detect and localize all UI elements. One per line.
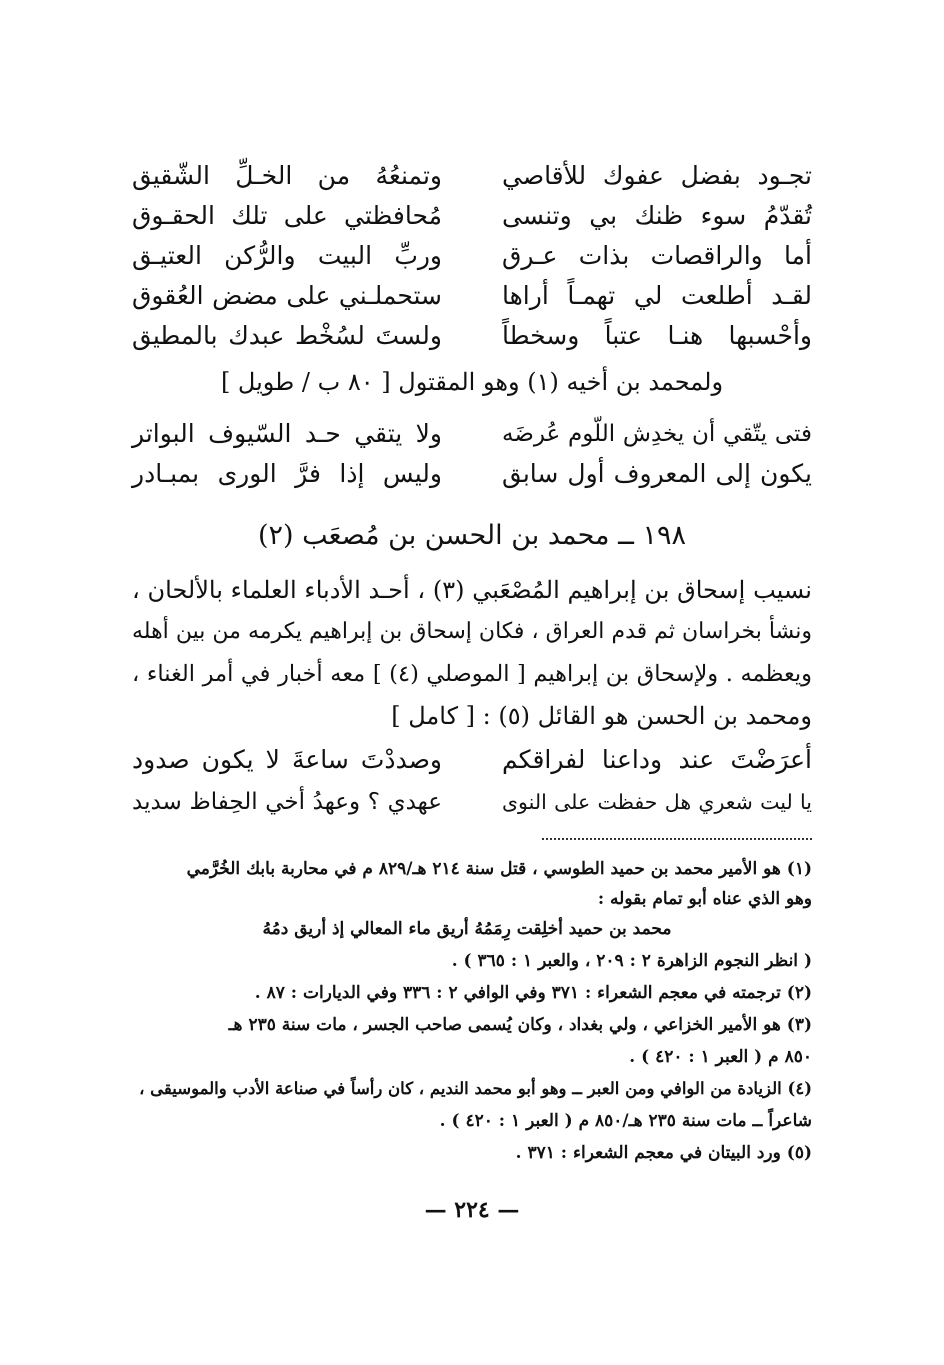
- verse-second-hemistich: ستحملـني على مضض العُقوق: [132, 281, 442, 310]
- verse-second-hemistich: وليس إذا فرَّ الورى بمبـادر: [132, 459, 442, 488]
- verse-first-hemistich: تجـود بفضل عفوك للأقاصي: [502, 161, 812, 190]
- verse-line: [132, 198, 812, 238]
- prose-line: ويعظمه . ولإسحاق بن إبراهيم [ الموصلي (٤) ] معه أخبار في أمر الغناء ،: [132, 661, 812, 687]
- verse-second-hemistich: عهدي ؟ وعهدُ أخي الحِفاظ سديد: [132, 789, 442, 815]
- verse-line: [132, 784, 812, 824]
- footnote-line: (١) هو الأمير محمد بن حميد الطوسي ، قتل سنة ٢١٤ هـ/٨٢٩ م في محاربة بابك الخُرَّمي: [186, 859, 812, 879]
- page-number: — ٢٢٤ —: [424, 1197, 520, 1223]
- verse-line: [132, 318, 812, 358]
- verse-line: [132, 278, 812, 318]
- verse-line: [132, 456, 812, 496]
- verse-second-hemistich: مُحافظتي على تلك الحقـوق: [132, 201, 442, 230]
- verse-second-hemistich: ولستَ لسُخْط عبدك بالمطيق: [132, 321, 442, 350]
- verse-first-hemistich: يكون إلى المعروف أول سابق: [502, 459, 812, 488]
- prose-line: ونشأ بخراسان ثم قدم العراق ، فكان إسحاق بن إبراهيم يكرمه من بين أهله: [132, 619, 812, 644]
- footnote-line: ( انظر النجوم الزاهرة ٢ : ٢٠٩ ، والعبر ١ : ٣٦٥ ) .: [451, 951, 812, 971]
- verse-first-hemistich: تُقدّمُ سوء ظنك بي وتنسى: [502, 201, 812, 230]
- section-title: ١٩٨ ــ محمد بن الحسن بن مُصعَب (٢): [257, 520, 687, 551]
- verse-line: [132, 742, 812, 782]
- verse-first-hemistich: وأحْسبها هنـا عتباً وسخطاً: [502, 321, 812, 350]
- verse-first-hemistich: فتى يتّقي أن يخدِش اللّوم عُرضَه: [502, 421, 812, 447]
- verse-second-hemistich: ولا يتقي حـد السّيوف البواتر: [132, 419, 442, 448]
- poem-intro: ولمحمد بن أخيه (١) وهو المقتول [ ٨٠ ب / طويل ]: [220, 368, 724, 396]
- verse-second-hemistich: وصددْتَ ساعةَ لا يكون صدود: [132, 745, 442, 774]
- prose-line: نسيب إسحاق بن إبراهيم المُصْعَبي (٣) ، أحـد الأدباء العلماء بالألحان ،: [132, 576, 812, 604]
- footnote-line: شاعراً ــ مات سنة ٢٣٥ هـ/٨٥٠ م ( العبر ١ : ٤٢٠ ) .: [439, 1111, 812, 1131]
- verse-first-hemistich: يا ليت شعري هل حفظت على النوى: [502, 790, 812, 814]
- footnote-separator: [542, 838, 812, 840]
- prose-line: ومحمد بن الحسن هو القائل (٥) : [ كامل ]: [391, 702, 812, 730]
- verse-line: [132, 416, 812, 456]
- footnote-line: (٥) ورد البيتان في معجم الشعراء : ٣٧١ .: [515, 1143, 812, 1163]
- verse-line: [132, 158, 812, 198]
- verse-first-hemistich: أما والراقصات بذات عـرق: [502, 241, 812, 270]
- footnote-line: (٤) الزيادة من الوافي ومن العبر ــ وهو أبو محمد النديم ، كان رأساً في صناعة الأدب والموسيقى ،: [139, 1079, 812, 1098]
- verse-first-hemistich: أعرَضْتَ عند وداعنا لفراقكم: [502, 745, 812, 774]
- footnote-line: وهو الذي عناه أبو تمام بقوله :: [597, 889, 812, 909]
- footnote-line: ٨٥٠ م ( العبر ١ : ٤٢٠ ) .: [629, 1047, 812, 1067]
- verse-second-hemistich: وربِّ البيت والرُّكن العتيـق: [132, 241, 442, 270]
- footnote-line: (٢) ترجمته في معجم الشعراء : ٣٧١ وفي الوافي ٢ : ٣٣٦ وفي الديارات : ٨٧ .: [254, 983, 812, 1003]
- footnote-verse: محمد بن حميد أخلِقت رِمَمُهُ أريق ماء المعالي إذ أريق دمُهُ: [262, 919, 672, 939]
- verse-second-hemistich: وتمنعُهُ من الخـلِّ الشّقيق: [132, 161, 442, 190]
- verse-line: [132, 238, 812, 278]
- verse-first-hemistich: لقـد أطلعت لي تهمـاً أراها: [502, 281, 812, 310]
- footnote-line: (٣) هو الأمير الخزاعي ، ولي بغداد ، وكان يُسمى صاحب الجسر ، مات سنة ٢٣٥ هـ: [228, 1015, 812, 1035]
